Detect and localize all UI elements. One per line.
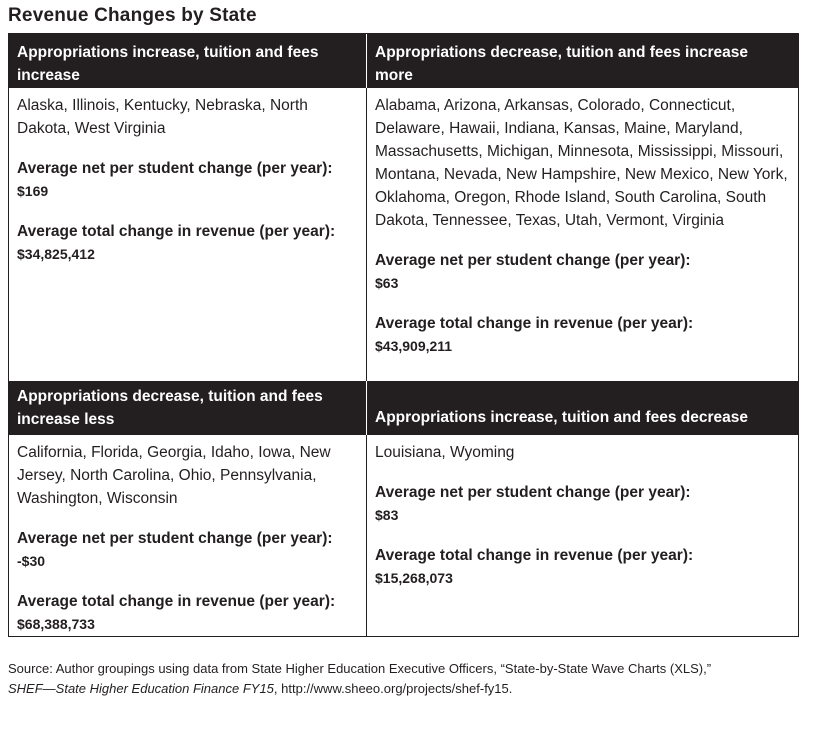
quadrant-body-increase-increase <box>9 88 366 381</box>
net-per-student-label: Average net per student change (per year): <box>375 484 691 501</box>
total-revenue-value: $68,388,733 <box>17 616 95 632</box>
total-revenue-value: $34,825,412 <box>17 246 95 262</box>
quadrant-header-label: Appropriations increase, tuition and fees decrease <box>375 409 748 426</box>
source-prefix: Source: Author groupings using data from State Higher Education Executive Officers, “State-by-State Wave Charts (XLS),” <box>8 661 712 676</box>
quadrant-header-increase-increase <box>9 34 366 88</box>
source-publication: SHEF—State Higher Education Finance FY15 <box>8 681 274 696</box>
column-divider-bottom <box>366 435 367 636</box>
net-per-student-value: $83 <box>375 507 399 523</box>
net-per-student-value: -$30 <box>17 553 46 569</box>
total-revenue-label: Average total change in revenue (per year): <box>375 547 694 564</box>
quadrant-body-decrease-increase-more <box>367 88 798 381</box>
quadrant-body-decrease-increase-less <box>9 435 366 636</box>
quadrant-header-decrease-increase-more <box>367 34 798 88</box>
source-note <box>8 659 808 699</box>
source-url: , http://www.sheeo.org/projects/shef-fy15. <box>273 681 513 696</box>
net-per-student-value: $169 <box>17 183 49 199</box>
net-per-student-label: Average net per student change (per year): <box>17 160 333 177</box>
page-title: Revenue Changes by State <box>8 5 257 26</box>
column-divider-top <box>366 88 367 381</box>
state-list: Alaska, Illinois, Kentucky, Nebraska, North Dakota, West Virginia <box>17 97 308 137</box>
revenue-changes-table <box>8 33 799 637</box>
total-revenue-value: $15,268,073 <box>375 570 453 586</box>
quadrant-header-label: Appropriations decrease, tuition and fees increase less <box>17 388 323 428</box>
total-revenue-value: $43,909,211 <box>375 338 453 354</box>
net-per-student-value: $63 <box>375 275 399 291</box>
net-per-student-label: Average net per student change (per year): <box>17 530 333 547</box>
quadrant-body-increase-decrease <box>367 435 798 636</box>
state-list: Alabama, Arizona, Arkansas, Colorado, Connecticut, Delaware, Hawaii, Indiana, Kansas, Maine, Maryland, Massachusetts, Michigan, Minnesota, Mississippi, Missouri, Montana, Nevada, New Hampshire, New Mexico, New York, Oklahoma, Oregon, Rhode Island, South Carolina, South Dakota, Tennessee, Texas, Utah, Vermont, Virginia <box>375 97 788 229</box>
total-revenue-label: Average total change in revenue (per year): <box>375 315 694 332</box>
state-list: Louisiana, Wyoming <box>375 444 515 461</box>
quadrant-header-label: Appropriations decrease, tuition and fees increase more <box>375 44 748 84</box>
quadrant-header-decrease-increase-less <box>9 381 366 435</box>
state-list: California, Florida, Georgia, Idaho, Iowa, New Jersey, North Carolina, Ohio, Pennsylvania, Washington, Wisconsin <box>17 444 331 507</box>
total-revenue-label: Average total change in revenue (per year): <box>17 593 336 610</box>
total-revenue-label: Average total change in revenue (per year): <box>17 223 336 240</box>
quadrant-header-label: Appropriations increase, tuition and fees increase <box>17 44 319 84</box>
net-per-student-label: Average net per student change (per year): <box>375 252 691 269</box>
quadrant-header-increase-decrease <box>367 381 798 435</box>
